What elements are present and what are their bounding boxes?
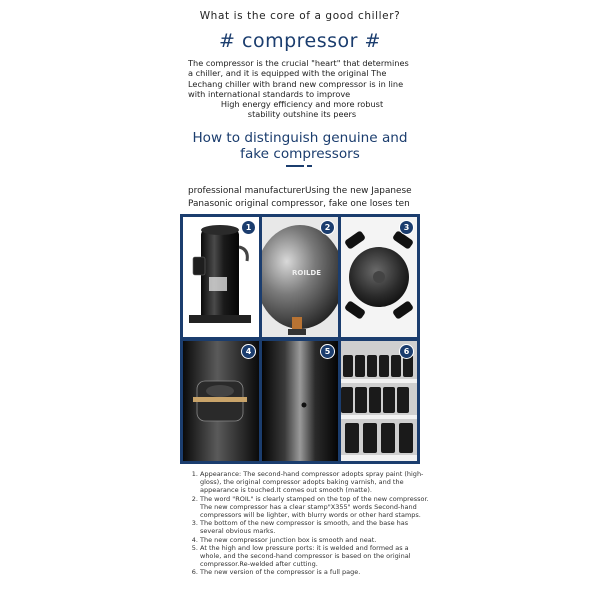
note-item: 5. At the high and low pressure ports: it is welded and formed as a whole, and the second-hand compressor is based on the original compressor.Re-welded after cutting.: [200, 544, 430, 569]
content-column: [180, 0, 429, 600]
section-title-line: fake compressors: [240, 146, 360, 162]
intro-line: a chiller, and it is equipped with the original The: [188, 68, 387, 79]
compressor-rows-illustration: [341, 341, 417, 461]
identification-notes: [188, 470, 430, 577]
section-subtitle: [188, 185, 420, 210]
photo-compressor-rows: [341, 341, 417, 461]
note-item: 1. Appearance: The second-hand compressor adopts spray paint (high-gloss), the original compressor adopts baking varnish, and the appearance is touched.It comes out smooth (matte).: [200, 470, 430, 495]
photo-junction-box: [183, 341, 259, 461]
photo-compressor-bottom: [341, 217, 417, 337]
note-item: 6. The new version of the compressor is a full page.: [200, 568, 430, 576]
section-title-line: How to distinguish genuine and: [192, 130, 408, 146]
subtitle-line: Panasonic original compressor, fake one loses ten: [188, 198, 410, 209]
intro-line: The compressor is the crucial "heart" that determines: [188, 58, 409, 68]
photo-number-badge: 6: [399, 344, 414, 359]
compressor-title: # compressor #: [219, 30, 381, 52]
compressor-side-illustration: [183, 217, 259, 337]
intro-line: Lechang chiller with brand new compressor is in line: [188, 78, 404, 89]
subtitle-line: professional manufacturerUsing the new Japanese: [188, 186, 412, 196]
compressor-top-illustration: [262, 217, 338, 337]
intro-paragraph: [188, 58, 416, 120]
intro-center-line: stability outshine its peers: [247, 109, 357, 120]
photo-number-badge: 3: [399, 220, 414, 235]
photo-number-badge: 4: [241, 344, 256, 359]
compressor-bottom-illustration: [341, 217, 417, 337]
intro-line: with international standards to improve: [188, 88, 351, 99]
stamp-text: ROILDE: [292, 269, 321, 277]
photo-number-badge: 5: [320, 344, 335, 359]
intro-center-line: High energy efficiency and more robust: [220, 99, 384, 110]
note-item: 2. The word "ROIL" is clearly stamped on the top of the new compressor. The new compressor has a clear stamp"X355" words Second-hand compressors will be lighter, with blurry words or other hard stamps.: [200, 495, 430, 520]
title-underline-decoration: [286, 165, 312, 168]
note-item: 3. The bottom of the new compressor is smooth, and the base has several obvious marks.: [200, 519, 430, 535]
photo-number-badge: 1: [241, 220, 256, 235]
photo-grid: [180, 214, 420, 464]
section-title: [180, 130, 420, 162]
photo-compressor-side: [183, 217, 259, 337]
photo-compressor-top: [262, 217, 338, 337]
photo-number-badge: 2: [320, 220, 335, 235]
junction-box-illustration: [183, 341, 259, 461]
pressure-port-illustration: [262, 341, 338, 461]
question-heading: What is the core of a good chiller?: [199, 10, 401, 22]
photo-pressure-port: [262, 341, 338, 461]
note-item: 4. The new compressor junction box is smooth and neat.: [200, 536, 430, 544]
